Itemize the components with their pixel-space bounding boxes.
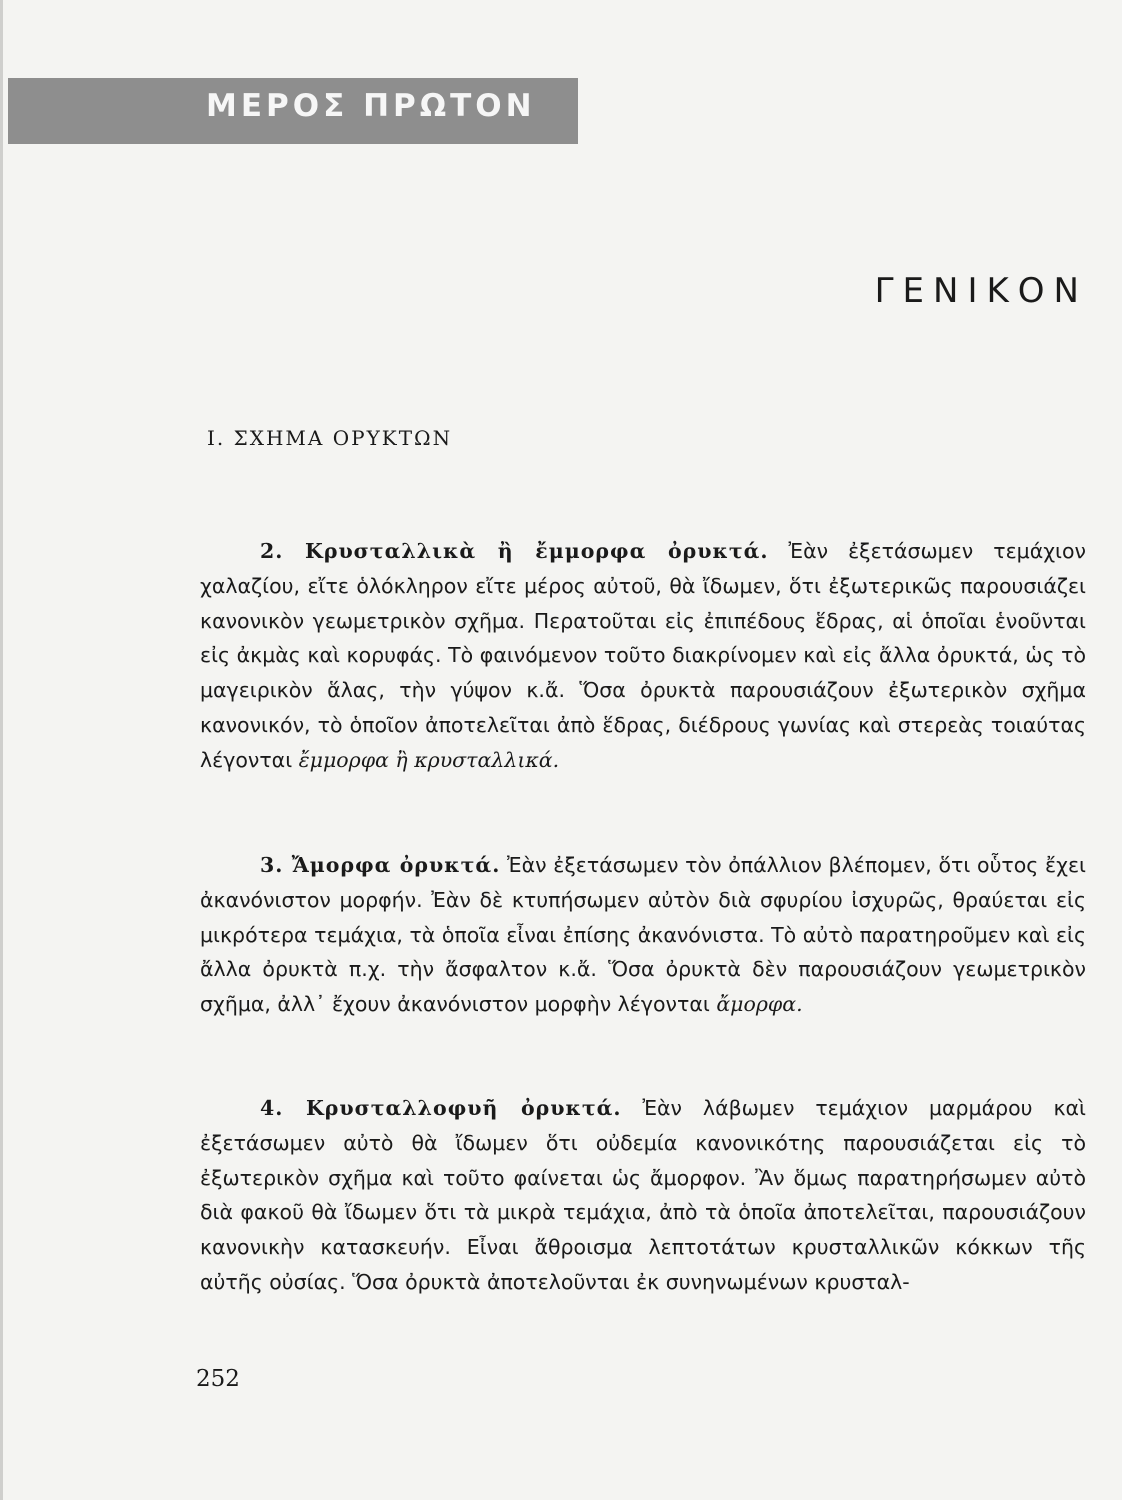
paragraph-term: 2. Κρυσταλλικὰ ἢ ἔμμορφα ὀρυκτά. <box>260 539 769 563</box>
paragraph-3 <box>200 848 1086 1022</box>
page-edge-rule <box>0 0 3 1500</box>
paragraph-body: Ἐὰν ἐξετάσωμεν τεμάχιον χαλαζίου, εἴτε ὁλόκληρον εἴτε μέρος αὐτοῦ, θὰ ἴδωμεν, ὅτι ἐξωτερικῶς παρουσιάζει κανονικὸν γεωμετρικὸν σχῆμα. Περατοῦται εἰς ἐπιπέδους ἕδρας, αἱ ὁποῖαι ἑνοῦνται εἰς ἀκμὰς καὶ κορυφάς. Τὸ φαινόμενον τοῦτο διακρίνομεν καὶ εἰς ἄλλα ὀρυκτά, ὡς τὸ μαγειρικὸν ἅλας, τὴν γύψον κ.ἄ. Ὅσα ὀρυκτὰ παρουσιάζουν ἐξωτερικὸν σχῆμα κανονικόν, τὸ ὁποῖον ἀποτελεῖται ἀπὸ ἕδρας, διέδρους γωνίας καὶ στερεὰς τοιαύτας λέγονται <box>200 539 1086 772</box>
paragraph-term: 4. Κρυσταλλοφυῆ ὀρυκτά. <box>260 1096 622 1120</box>
page-number: 252 <box>196 1366 240 1392</box>
paragraph-body: Ἐὰν ἐξετάσωμεν τὸν ὀπάλλιον βλέπομεν, ὅτι οὗτος ἔχει ἀκανόνιστον μορφήν. Ἐὰν δὲ κτυπήσωμεν αὐτὸν διὰ σφυρίου ἰσχυρῶς, θραύεται εἰς μικρότερα τεμάχια, τὰ ὁποῖα εἶναι ἐπίσης ἀκανόνιστα. Τὸ αὐτὸ παρατηροῦμεν καὶ εἰς ἄλλα ὀρυκτὰ π.χ. τὴν ἄσφαλτον κ.ἄ. Ὅσα ὀρυκτὰ δὲν παρουσιάζουν γεωμετρικὸν σχῆμα, ἀλλ᾽ ἔχουν ἀκανόνιστον μορφὴν λέγονται <box>200 853 1086 1017</box>
section-heading: Ι. ΣΧΗΜΑ ΟΡΥΚΤΩΝ <box>207 426 453 450</box>
part-banner-text: ΜΕΡΟΣ ΠΡΩΤΟΝ <box>206 88 536 124</box>
paragraph-2 <box>200 534 1086 778</box>
paragraph-emphasis: ἔμμορφα ἢ κρυσταλλικά. <box>298 747 560 772</box>
paragraph-text <box>200 848 1086 1022</box>
paragraph-body: Ἐὰν λάβωμεν τεμάχιον μαρμάρου καὶ ἐξετάσωμεν αὐτὸ θὰ ἴδωμεν ὅτι οὐδεμία κανονικότης παρουσιάζεται εἰς τὸ ἐξωτερικὸν σχῆμα καὶ τοῦτο φαίνεται ὡς ἄμορφον. Ἂν ὅμως παρατηρήσωμεν αὐτὸ διὰ φακοῦ θὰ ἴδωμεν ὅτι τὰ μικρὰ τεμάχια, ἀπὸ τὰ ὁποῖα ἀποτελεῖται, παρουσιάζουν κανονικὴν κατασκευήν. Εἶναι ἄθροισμα λεπτοτάτων κρυσταλλικῶν κόκκων τῆς αὐτῆς οὐσίας. Ὅσα ὀρυκτὰ ἀποτελοῦνται ἐκ συνηνωμένων κρυσταλ- <box>200 1096 1086 1294</box>
paragraph-text <box>200 534 1086 778</box>
paragraph-4 <box>200 1091 1086 1300</box>
paragraph-term: 3. Ἄμορφα ὀρυκτά. <box>260 853 501 877</box>
paragraph-text <box>200 1091 1086 1300</box>
part-banner <box>8 78 578 144</box>
chapter-title: ΓΕΝΙΚΟΝ <box>874 271 1088 311</box>
paragraph-emphasis: ἄμορφα. <box>716 992 803 1017</box>
